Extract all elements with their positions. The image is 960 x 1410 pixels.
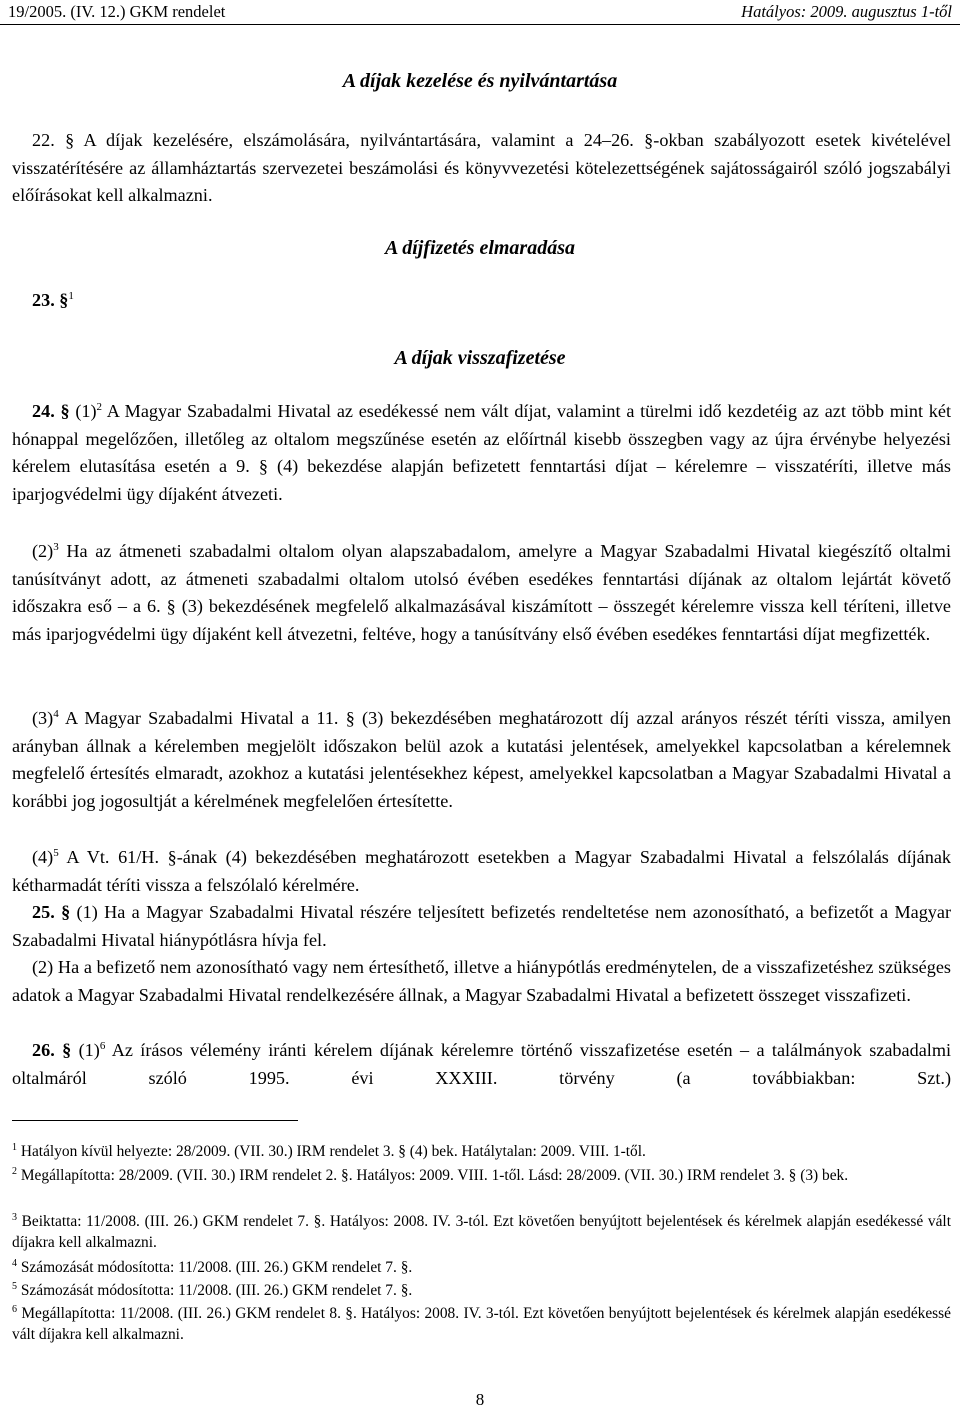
footnote-5 — [12, 1280, 951, 1301]
header-document-id: 19/2005. (IV. 12.) GKM rendelet — [8, 2, 226, 21]
footnote-text: Számozását módosította: 11/2008. (III. 26.) GKM rendelet 7. §. — [20, 1259, 413, 1276]
paragraph-26-1-lead: (1) — [78, 1040, 100, 1060]
footnote-ref-2[interactable]: 2 — [96, 401, 103, 413]
paragraph-24-2-lead: (2) — [32, 541, 54, 561]
paragraph-24-1-text: A Magyar Szabadalmi Hivatal az esedékessé nem vált díjat, valamint a türelmi idő kezdetéig az azt több mint két hónappal megelőzően, illetőleg az oltalom megszűnése esetén az előírtnál kisebb összegben vagy az újra érvénybe helyezési kérelem elutasítása esetén a 9. § (4) bekezdése alapján befizetett fenntartási díjat – kérelemre – visszatéríti, illetve más iparjogvédelmi ügy díjaként átvezeti. — [12, 401, 952, 504]
footnote-ref-6[interactable]: 6 — [99, 1040, 106, 1052]
page-number: 8 — [475, 1390, 485, 1409]
footnote-number: 4 — [12, 1258, 17, 1269]
paragraph-25-number: 25. § — [32, 902, 71, 922]
paragraph-24-1-lead: (1) — [75, 401, 97, 421]
paragraph-24-4-lead: (4) — [32, 847, 54, 867]
paragraph-24-4 — [12, 844, 951, 899]
paragraph-26-1 — [12, 1037, 951, 1092]
paragraph-23 — [32, 290, 74, 311]
footnote-6 — [12, 1303, 951, 1345]
footnote-text: Beiktatta: 11/2008. (III. 26.) GKM rendelet 7. §. Hatályos: 2008. IV. 3-tól. Ezt követően benyújtott bejelentések és kérelmek alapján esedékessé vált díjakra kell alkalmazni. — [12, 1213, 951, 1251]
paragraph-24-1 — [12, 398, 951, 508]
header-effective-date: Hatályos: 2009. augusztus 1-től — [741, 2, 952, 21]
paragraph-24-2 — [12, 538, 951, 648]
footnote-text: Megállapította: 28/2009. (VII. 30.) IRM rendelet 2. §. Hatályos: 2009. VIII. 1-től. Lásd: 28/2009. (VII. 30.) IRM rendelet 3. § (3) bek. — [20, 1167, 849, 1184]
paragraph-26-number: 26. § — [32, 1040, 72, 1060]
footnote-4 — [12, 1257, 951, 1278]
footnote-text: Hatályon kívül helyezte: 28/2009. (VII. 30.) IRM rendelet 3. § (4) bek. Hatálytalan: 2009. VIII. 1-től. — [20, 1143, 646, 1160]
section-title-payment-missed: A díjfizetés elmaradása — [385, 237, 575, 259]
footnote-text: Megállapította: 11/2008. (III. 26.) GKM rendelet 8. §. Hatályos: 2008. IV. 3-tól. Ezt követően benyújtott bejelentések és kérelmek alapján esedékessé vált díjakra kell alkalmazni. — [12, 1305, 951, 1343]
section-title-fee-refund: A díjak visszafizetése — [394, 347, 566, 369]
paragraph-22: 22. § A díjak kezelésére, elszámolására, nyilvántartására, valamint a 24–26. §-okban szabályozott esetek kivételével visszatérítésére az államháztartás szervezetei beszámolási és könyvvezetési kötelezettségének sajátosságairól szóló jogszabályi előírásokat kell alkalmazni. — [12, 130, 951, 205]
footnote-number: 6 — [12, 1304, 17, 1315]
paragraph-24-3-lead: (3) — [32, 708, 54, 728]
footnote-ref-4[interactable]: 4 — [53, 708, 59, 720]
footnote-text: Számozását módosította: 11/2008. (III. 26.) GKM rendelet 7. §. — [20, 1282, 413, 1299]
footnote-3 — [12, 1211, 951, 1253]
header-rule — [0, 24, 960, 25]
page-header — [0, 0, 960, 26]
paragraph-26-1-text: Az írásos vélemény iránti kérelem díjának kérelemre történő visszafizetése esetén – a találmányok szabadalmi oltalmáról szóló 1995. évi XXXIII. törvény (a továbbiakban: Szt.) — [12, 1040, 952, 1088]
footnote-2 — [12, 1165, 951, 1186]
paragraph-24-4-text: A Vt. 61/H. §-ának (4) bekezdésében meghatározott esetekben a Magyar Szabadalmi Hivatal a felszólalás díjának kétharmadát téríti vissza a felszólaló kérelmére. — [12, 847, 952, 895]
section-title-fees-handling: A díjak kezelése és nyilvántartása — [342, 70, 618, 92]
footnote-separator — [12, 1120, 298, 1121]
footnote-number: 5 — [12, 1281, 17, 1292]
paragraph-25-2: (2) Ha a befizető nem azonosítható vagy nem értesíthető, illetve a hiánypótlás eredménytelen, de a visszafizetéshez szükséges adatok a Magyar Szabadalmi Hivatal rendelkezésére állnak, a Magyar Szabadalmi Hivatal a befizetett összeget visszafizeti. — [12, 957, 951, 1005]
footnote-ref-5[interactable]: 5 — [53, 847, 59, 859]
footnote-number: 3 — [12, 1212, 17, 1223]
paragraph-24-3-text: A Magyar Szabadalmi Hivatal a 11. § (3) bekezdésében meghatározott díj azzal arányos részét téríti vissza, amilyen arányban állnak a kérelemben megjelölt időszakon belül azok a kutatási jelentések, amelyekkel kapcsolatban a kérelemnek megfelelő értesítés elmaradt, azokhoz a kutatási jelentésekhez képest, amelyekkel kapcsolatban a Magyar Szabadalmi Hivatal a korábbi jog jogosultját a kérelmének megfelelően értesítette. — [12, 708, 951, 811]
footnote-1 — [12, 1141, 951, 1162]
paragraph-25-1 — [12, 899, 951, 954]
footnote-ref-3[interactable]: 3 — [53, 541, 59, 553]
paragraph-24-2-text: Ha az átmeneti szabadalmi oltalom olyan alapszabadalom, amelyre a Magyar Szabadalmi Hivatal kiegészítő oltalmi tanúsítványt adott, az átmeneti szabadalmi oltalom utolsó évében esedékes fenntartási díjának az oltalom lejártát követő időszakra eső – a 6. § (3) bekezdésének megfelelő alkalmazásával kiszámított – összegét kérelemre vissza kell téríteni, illetve más iparjogvédelmi ügy díjaként kell átvezetni, feltéve, hogy a tanúsítvány első évében esedékes fenntartási díjat megfizették. — [12, 541, 952, 644]
footnote-number: 1 — [12, 1142, 17, 1153]
paragraph-24-number: 24. § — [32, 401, 70, 421]
paragraph-25-1-text: (1) Ha a Magyar Szabadalmi Hivatal részére teljesített befizetés rendeltetése nem azonosítható, a befizetőt a Magyar Szabadalmi Hivatal hiánypótlásra hívja fel. — [12, 902, 952, 950]
footnote-number: 2 — [12, 1166, 17, 1177]
paragraph-23-number: 23. § — [32, 290, 69, 310]
footnote-ref-1[interactable]: 1 — [68, 290, 74, 302]
paragraph-24-3 — [12, 705, 951, 815]
